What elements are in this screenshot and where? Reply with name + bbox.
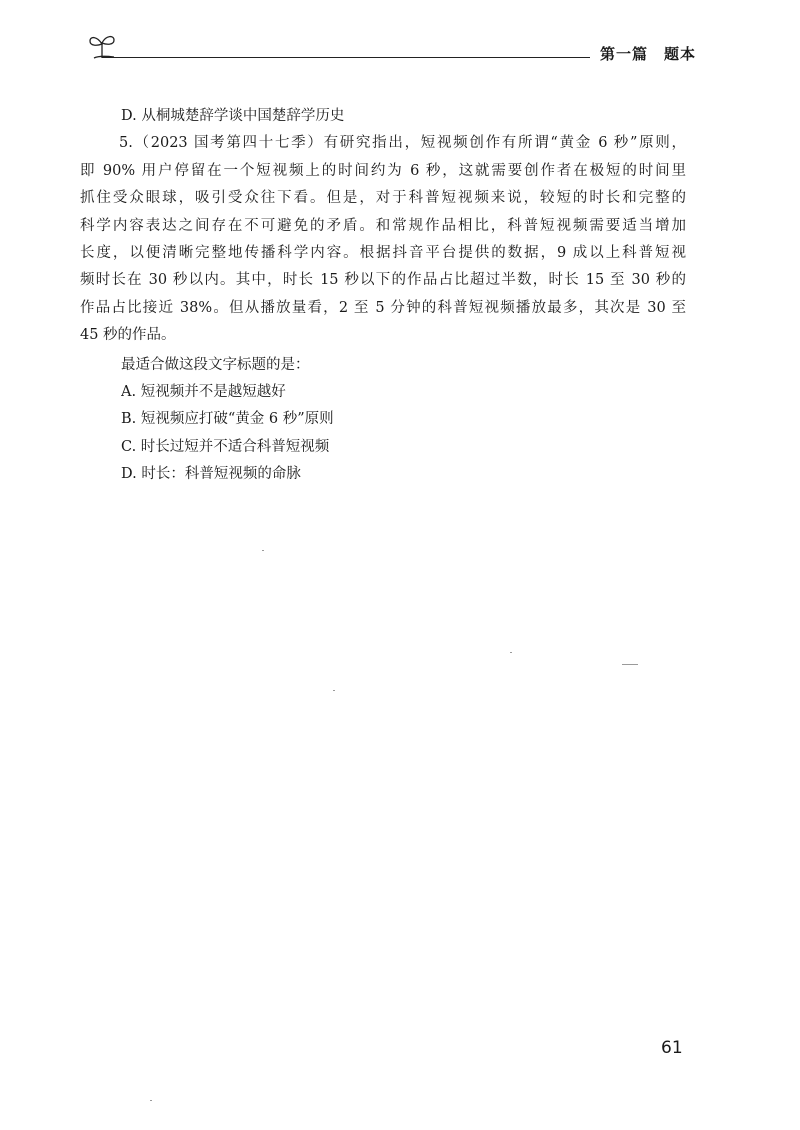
- passage-line: 长度，以便清晰完整地传播科学内容。根据抖音平台提供的数据，9 成以上科普短视: [80, 245, 686, 262]
- passage-line: 抓住受众眼球，吸引受众往下看。但是，对于科普短视频来说，较短的时长和完整的: [80, 190, 686, 207]
- question-passage: [119, 130, 686, 157]
- passage-line: 科学内容表达之间存在不可避免的矛盾。和常规作品相比，科普短视频需要适当增加: [80, 217, 686, 234]
- question-content: [80, 103, 686, 489]
- passage-line: 即 90% 用户停留在一个短视频上的时间约为 6 秒，这就需要创作者在极短的时间里: [80, 162, 686, 179]
- passage-line: 频时长在 30 秒以内。其中，时长 15 秒以下的作品占比超过半数，时长 15 至 30 秒的: [80, 272, 686, 289]
- scan-speck: [333, 690, 335, 691]
- option-c[interactable]: C. 时长过短并不适合科普短视频: [121, 438, 330, 455]
- page-header: [88, 30, 698, 70]
- option-b[interactable]: B. 短视频应打破“黄金 6 秒”原则: [121, 411, 334, 428]
- option-d[interactable]: D. 时长：科普短视频的命脉: [121, 466, 301, 483]
- scan-speck: [262, 550, 264, 551]
- scan-speck: [150, 1100, 152, 1101]
- question-prompt: 最适合做这段文字标题的是：: [121, 356, 310, 373]
- option-a[interactable]: A. 短视频并不是越短越好: [121, 384, 286, 401]
- header-rule: [102, 57, 590, 58]
- passage-line: 45 秒的作品。: [80, 327, 176, 344]
- scan-speck: [510, 652, 512, 653]
- passage-body: [80, 158, 686, 350]
- page-number: 61: [661, 1038, 683, 1058]
- passage-line: 5.（2023 国考第四十七季）有研究指出，短视频创作有所谓“黄金 6 秒”原则，: [119, 135, 686, 152]
- previous-option-d: D. 从桐城楚辞学谈中国楚辞学历史: [121, 108, 345, 124]
- scan-speck: [622, 664, 638, 665]
- section-title: 第一篇 题本: [599, 45, 696, 63]
- passage-line: 作品占比接近 38%。但从播放量看，2 至 5 分钟的科普短视频播放最多，其次是 30 至: [80, 299, 686, 316]
